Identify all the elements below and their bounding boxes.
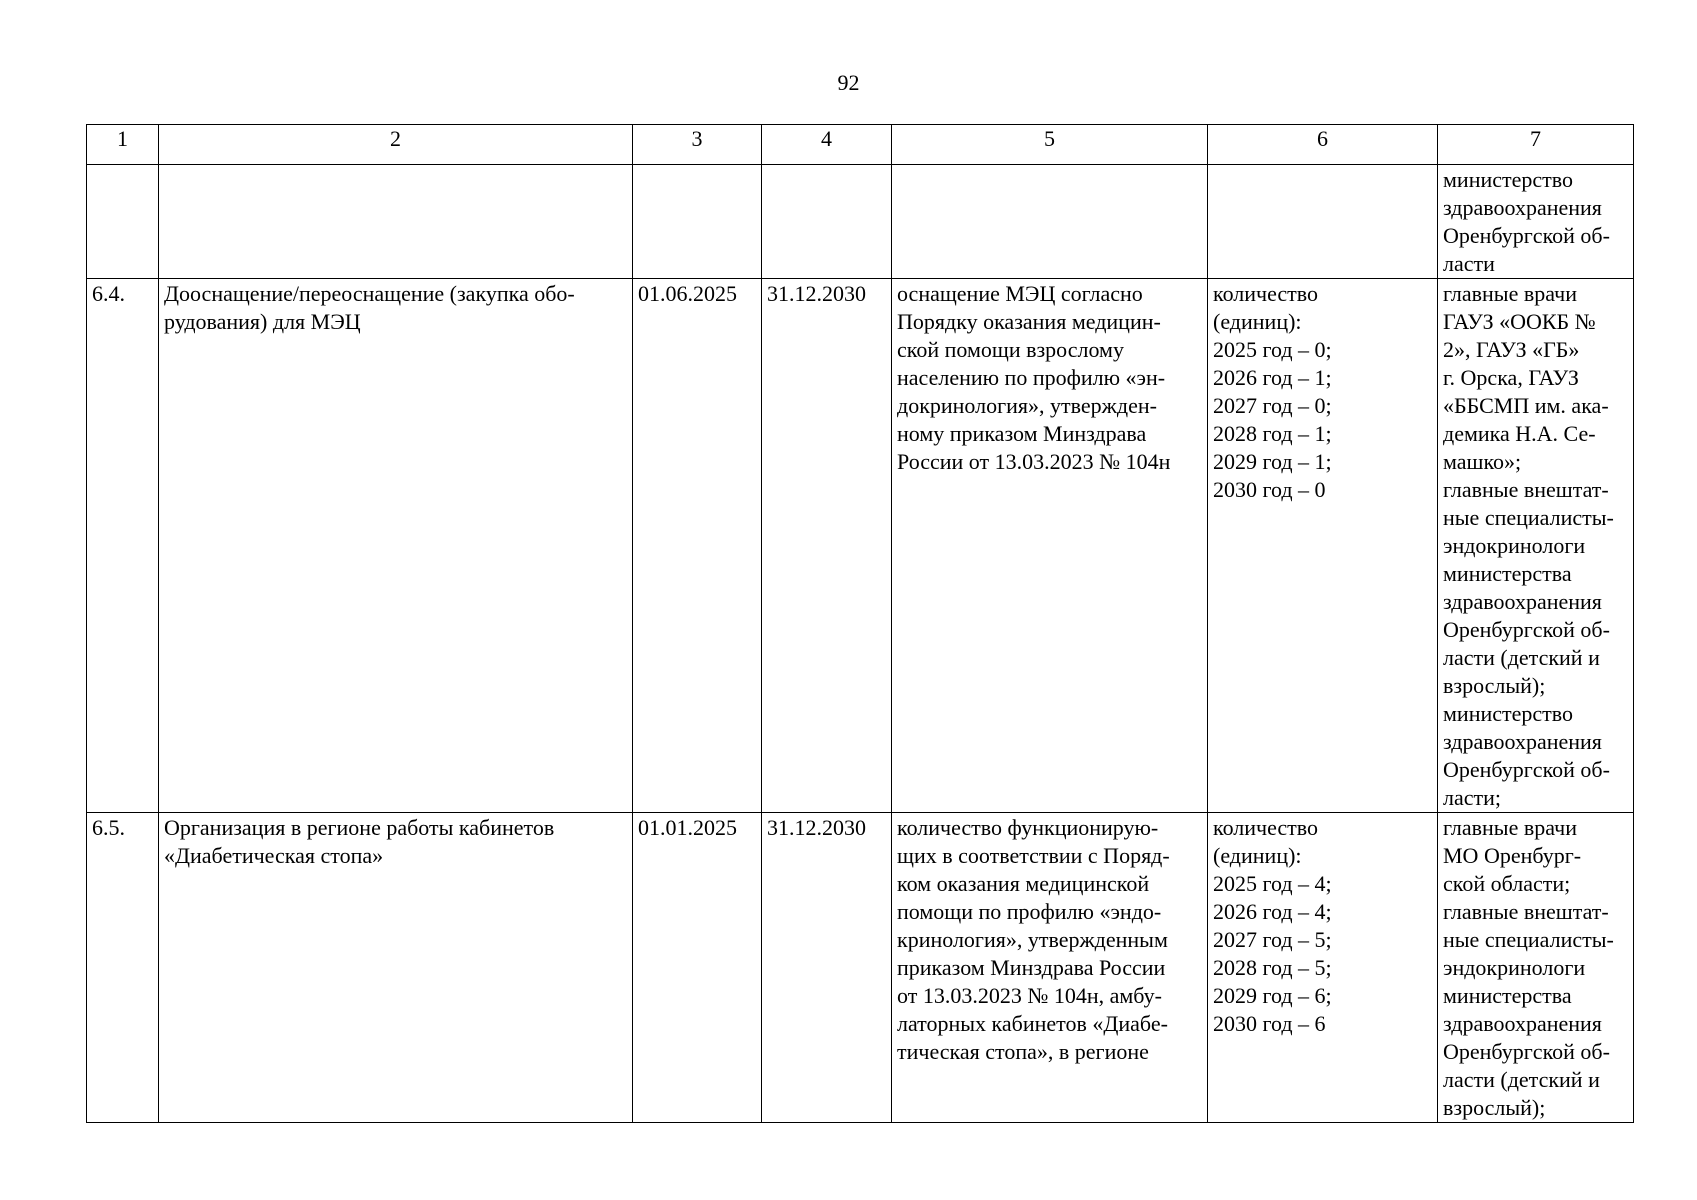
cont-responsible [1438, 165, 1634, 279]
text-line: Организация в регионе работы кабинетов [164, 815, 555, 840]
text-line: помощи по профилю «эндо- [897, 899, 1162, 924]
table-row [87, 279, 1634, 813]
table-row [87, 813, 1634, 1123]
text-line: приказом Минздрава России [897, 955, 1166, 980]
text-line: главные внештат- [1443, 899, 1609, 924]
text-line: эндокринологи [1443, 533, 1586, 558]
text-line: 2025 год – 0; [1213, 337, 1332, 362]
plan-table [86, 124, 1634, 1123]
text-line: ласти (детский и [1443, 1067, 1600, 1092]
text-line: демика Н.А. Се- [1443, 421, 1596, 446]
text-line: 2030 год – 0 [1213, 477, 1326, 502]
text-line: тическая стопа», в регионе [897, 1039, 1149, 1064]
header-cell-3: 3 [633, 125, 762, 165]
header-cell-5: 5 [892, 125, 1208, 165]
text-line: 2028 год – 1; [1213, 421, 1332, 446]
text-line: России от 13.03.2023 № 104н [897, 449, 1171, 474]
text-line: латорных кабинетов «Диабе- [897, 1011, 1168, 1036]
cont-cell-2 [159, 165, 633, 279]
cont-cell-5 [892, 165, 1208, 279]
result-description [892, 813, 1208, 1123]
text-line: машко»; [1443, 449, 1522, 474]
text-line: населению по профилю «эн- [897, 365, 1166, 390]
text-line: 2», ГАУЗ «ГБ» [1443, 337, 1580, 362]
row-number: 6.5. [87, 813, 159, 1123]
text-line: кринология», утвержденным [897, 927, 1168, 952]
text-line: 2029 год – 1; [1213, 449, 1332, 474]
text-line: Оренбургской об- [1443, 223, 1610, 248]
text-line: количество [1213, 815, 1319, 840]
responsible [1438, 279, 1634, 813]
indicator [1208, 813, 1438, 1123]
cont-cell-3 [633, 165, 762, 279]
text-line: «Диабетическая стопа» [164, 843, 384, 868]
text-line: Оренбургской об- [1443, 617, 1610, 642]
text-line: Порядку оказания медицин- [897, 309, 1161, 334]
header-cell-6: 6 [1208, 125, 1438, 165]
header-cell-7: 7 [1438, 125, 1634, 165]
text-line: главные врачи [1443, 281, 1577, 306]
end-date: 31.12.2030 [762, 279, 892, 813]
text-line: количество [1213, 281, 1319, 306]
text-line: главные врачи [1443, 815, 1577, 840]
text-line: взрослый); [1443, 1095, 1546, 1120]
text-line: здравоохранения [1443, 1011, 1602, 1036]
page-number: 92 [837, 70, 860, 95]
start-date: 01.01.2025 [633, 813, 762, 1123]
text-line: главные внештат- [1443, 477, 1609, 502]
text-line: 2029 год – 6; [1213, 983, 1332, 1008]
activity-name [159, 279, 633, 813]
header-cell-4: 4 [762, 125, 892, 165]
text-line: взрослый); [1443, 673, 1546, 698]
continuation-row [87, 165, 1634, 279]
text-line: ные специалисты- [1443, 927, 1614, 952]
text-line: количество функционирую- [897, 815, 1159, 840]
text-line: Оренбургской об- [1443, 757, 1610, 782]
text-line: 2025 год – 4; [1213, 871, 1332, 896]
text-line: 2027 год – 0; [1213, 393, 1332, 418]
text-line: ком оказания медицинской [897, 871, 1150, 896]
text-line: рудования) для МЭЦ [164, 309, 361, 334]
text-line: 2027 год – 5; [1213, 927, 1332, 952]
activity-name [159, 813, 633, 1123]
text-line: Дооснащение/переоснащение (закупка обо- [164, 281, 575, 306]
text-line: МО Оренбург- [1443, 843, 1582, 868]
text-line: от 13.03.2023 № 104н, амбу- [897, 983, 1162, 1008]
cont-cell-1 [87, 165, 159, 279]
text-line: (единиц): [1213, 309, 1302, 334]
text-line: 2026 год – 1; [1213, 365, 1332, 390]
text-line: докринология», утвержден- [897, 393, 1157, 418]
text-line: 2028 год – 5; [1213, 955, 1332, 980]
text-line: ласти [1443, 251, 1495, 276]
text-line: «ББСМП им. ака- [1443, 393, 1609, 418]
text-line: министерство [1443, 701, 1574, 726]
text-line: ные специалисты- [1443, 505, 1614, 530]
row-number: 6.4. [87, 279, 159, 813]
text-line: министерства [1443, 561, 1572, 586]
cont-cell-6 [1208, 165, 1438, 279]
text-line: оснащение МЭЦ согласно [897, 281, 1143, 306]
text-line: г. Орска, ГАУЗ [1443, 365, 1579, 390]
header-row [87, 125, 1634, 165]
text-line: здравоохранения [1443, 729, 1602, 754]
text-line: (единиц): [1213, 843, 1302, 868]
header-cell-2: 2 [159, 125, 633, 165]
text-line: ласти; [1443, 785, 1502, 810]
text-line: министерства [1443, 983, 1572, 1008]
text-line: здравоохранения [1443, 589, 1602, 614]
text-line: Оренбургской об- [1443, 1039, 1610, 1064]
responsible [1438, 813, 1634, 1123]
result-description [892, 279, 1208, 813]
text-line: ской помощи взрослому [897, 337, 1124, 362]
start-date: 01.06.2025 [633, 279, 762, 813]
text-line: ному приказом Минздрава [897, 421, 1147, 446]
text-line: здравоохранения [1443, 195, 1602, 220]
text-line: эндокринологи [1443, 955, 1586, 980]
text-line: ласти (детский и [1443, 645, 1600, 670]
cont-cell-4 [762, 165, 892, 279]
text-line: 2026 год – 4; [1213, 899, 1332, 924]
text-line: 2030 год – 6 [1213, 1011, 1326, 1036]
end-date: 31.12.2030 [762, 813, 892, 1123]
text-line: ской области; [1443, 871, 1571, 896]
header-cell-1: 1 [87, 125, 159, 165]
text-line: министерство [1443, 167, 1574, 192]
indicator [1208, 279, 1438, 813]
text-line: ГАУЗ «ООКБ № [1443, 309, 1596, 334]
text-line: щих в соответствии с Поряд- [897, 843, 1170, 868]
